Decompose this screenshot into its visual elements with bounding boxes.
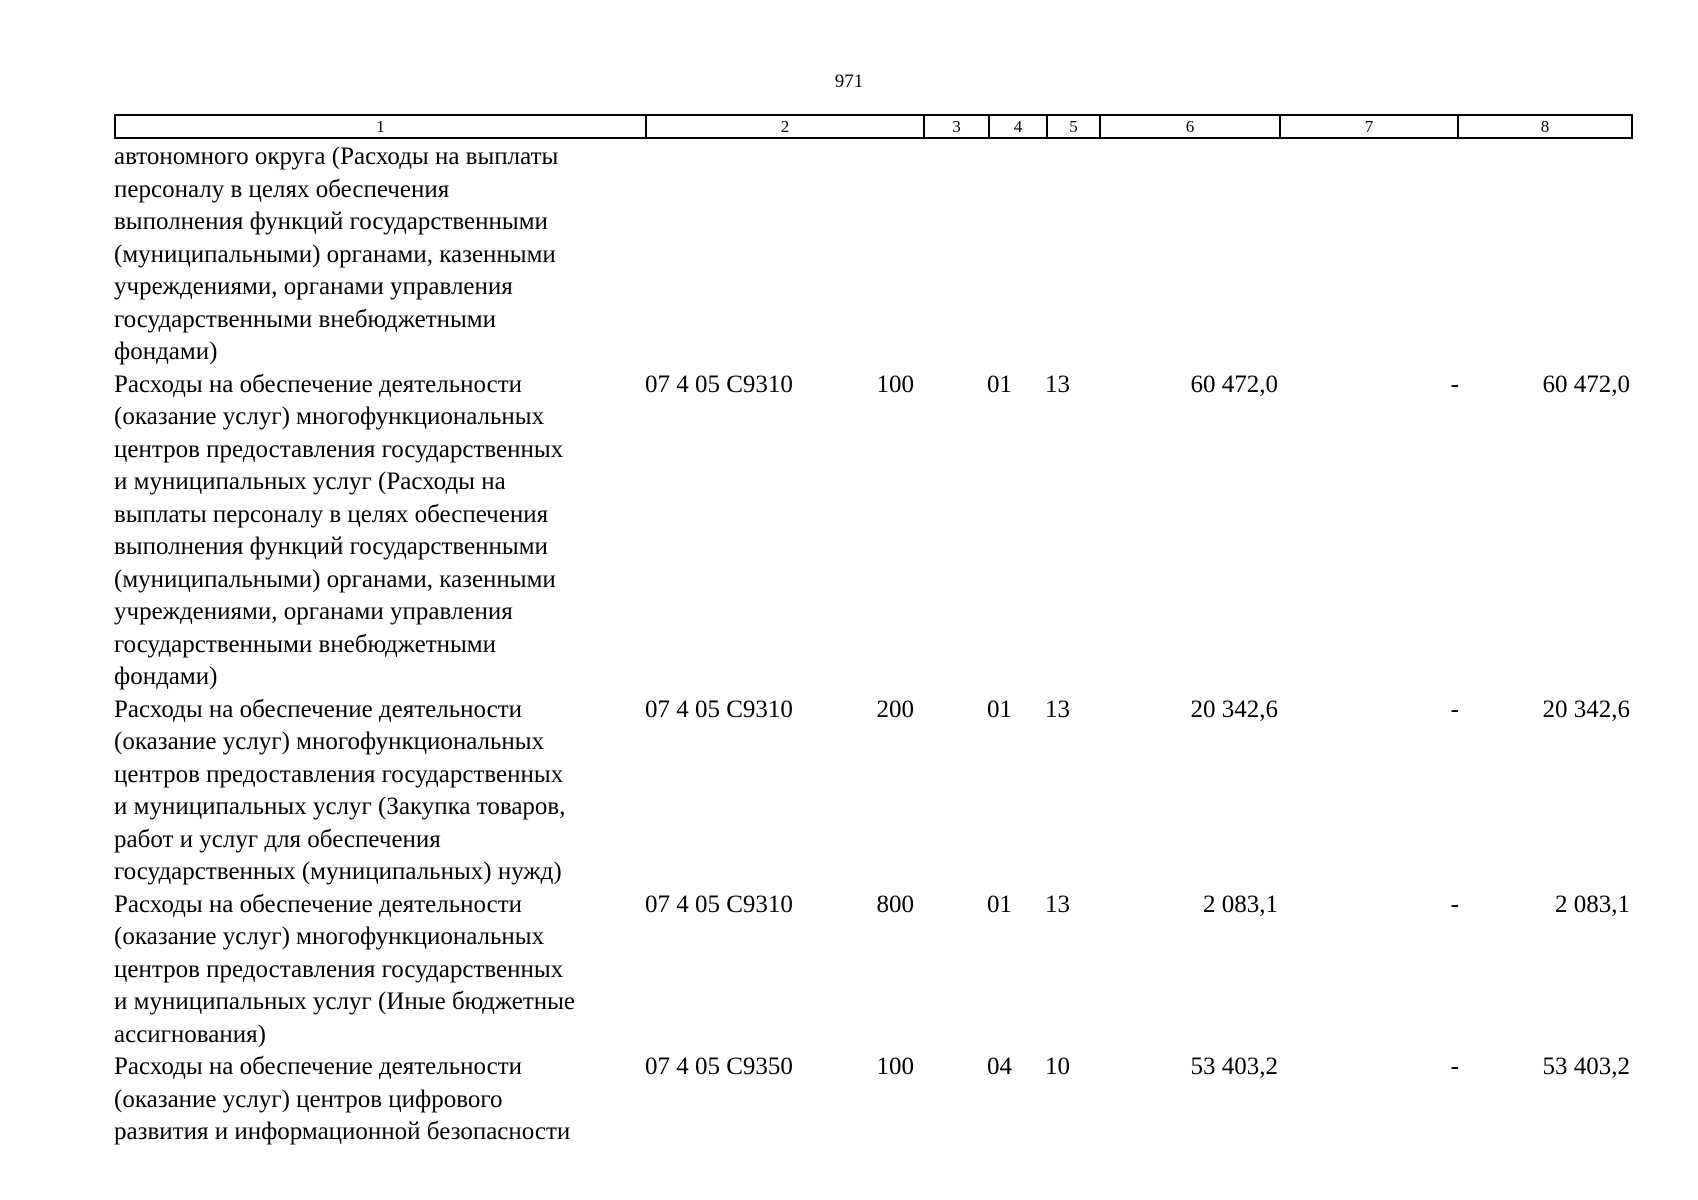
row-target-code: 07 4 05 С9310 bbox=[645, 695, 793, 723]
row-sum: 53 403,2 bbox=[1190, 1053, 1278, 1080]
header-col-4: 4 bbox=[989, 115, 1047, 138]
row-section: 01 bbox=[987, 695, 1012, 723]
row-sum: 20 342,6 bbox=[1190, 695, 1278, 723]
row-description: Расходы на обеспечение деятельности (оказание услуг) центров цифрового развития и информационной безопасности bbox=[114, 1053, 571, 1145]
page-number: 971 bbox=[834, 71, 864, 92]
row-expense-type: 200 bbox=[876, 695, 914, 723]
header-col-8: 8 bbox=[1458, 115, 1632, 138]
row-subsection: 13 bbox=[1045, 370, 1070, 398]
row-total: 53 403,2 bbox=[1542, 1053, 1630, 1080]
table-row bbox=[114, 889, 1631, 1052]
row-expense-type: 100 bbox=[876, 370, 914, 398]
row-total: 20 342,6 bbox=[1542, 695, 1630, 723]
header-col-5: 5 bbox=[1047, 115, 1100, 138]
table-row bbox=[114, 369, 1631, 694]
column-number-header bbox=[114, 114, 1633, 139]
row-total: 60 472,0 bbox=[1542, 370, 1630, 398]
row-target-code: 07 4 05 С9350 bbox=[645, 1053, 793, 1080]
row-description: Расходы на обеспечение деятельности (оказание услуг) многофункциональных центров предоставления государственных и муниципальных услуг (Закупка товаров, работ и услуг для обеспечения государственных (муниципальных) нужд) bbox=[114, 695, 566, 885]
row-expense-type: 800 bbox=[876, 890, 914, 918]
row-change: - bbox=[1450, 695, 1459, 723]
header-col-7: 7 bbox=[1280, 115, 1458, 138]
row-section: 01 bbox=[987, 370, 1012, 398]
row-description: Расходы на обеспечение деятельности (оказание услуг) многофункциональных центров предоставления государственных и муниципальных услуг (Иные бюджетные ассигнования) bbox=[114, 890, 576, 1048]
row-change: - bbox=[1450, 370, 1459, 398]
row-sum: 2 083,1 bbox=[1203, 890, 1278, 918]
header-col-3: 3 bbox=[924, 115, 989, 138]
header-col-2: 2 bbox=[646, 115, 924, 138]
row-subsection: 10 bbox=[1045, 1053, 1070, 1080]
table-row bbox=[114, 141, 1631, 369]
table-row bbox=[114, 694, 1631, 889]
row-description: Расходы на обеспечение деятельности (оказание услуг) многофункциональных центров предоставления государственных и муниципальных услуг (Расходы на выплаты персоналу в целях обеспечения выполнения функций государственными (муниципальными) органами, казенными учреждениями, органами управления государственными внебюджетными фондами) bbox=[114, 370, 564, 690]
row-total: 2 083,1 bbox=[1555, 890, 1630, 918]
row-section: 01 bbox=[987, 890, 1012, 918]
header-col-6: 6 bbox=[1100, 115, 1280, 138]
row-change: - bbox=[1450, 1053, 1459, 1080]
header-col-1: 1 bbox=[115, 115, 646, 138]
row-section: 04 bbox=[987, 1053, 1012, 1080]
table-row bbox=[114, 1051, 1631, 1149]
row-subsection: 13 bbox=[1045, 695, 1070, 723]
budget-table-body bbox=[114, 141, 1631, 1149]
row-sum: 60 472,0 bbox=[1190, 370, 1278, 398]
row-description: автономного округа (Расходы на выплаты персоналу в целях обеспечения выполнения функций государственными (муниципальными) органами, казенными учреждениями, органами управления государственными внебюджетными фондами) bbox=[114, 143, 559, 365]
row-subsection: 13 bbox=[1045, 890, 1070, 918]
row-expense-type: 100 bbox=[876, 1053, 914, 1080]
row-target-code: 07 4 05 С9310 bbox=[645, 890, 793, 918]
row-target-code: 07 4 05 С9310 bbox=[645, 370, 793, 398]
row-change: - bbox=[1450, 890, 1459, 918]
